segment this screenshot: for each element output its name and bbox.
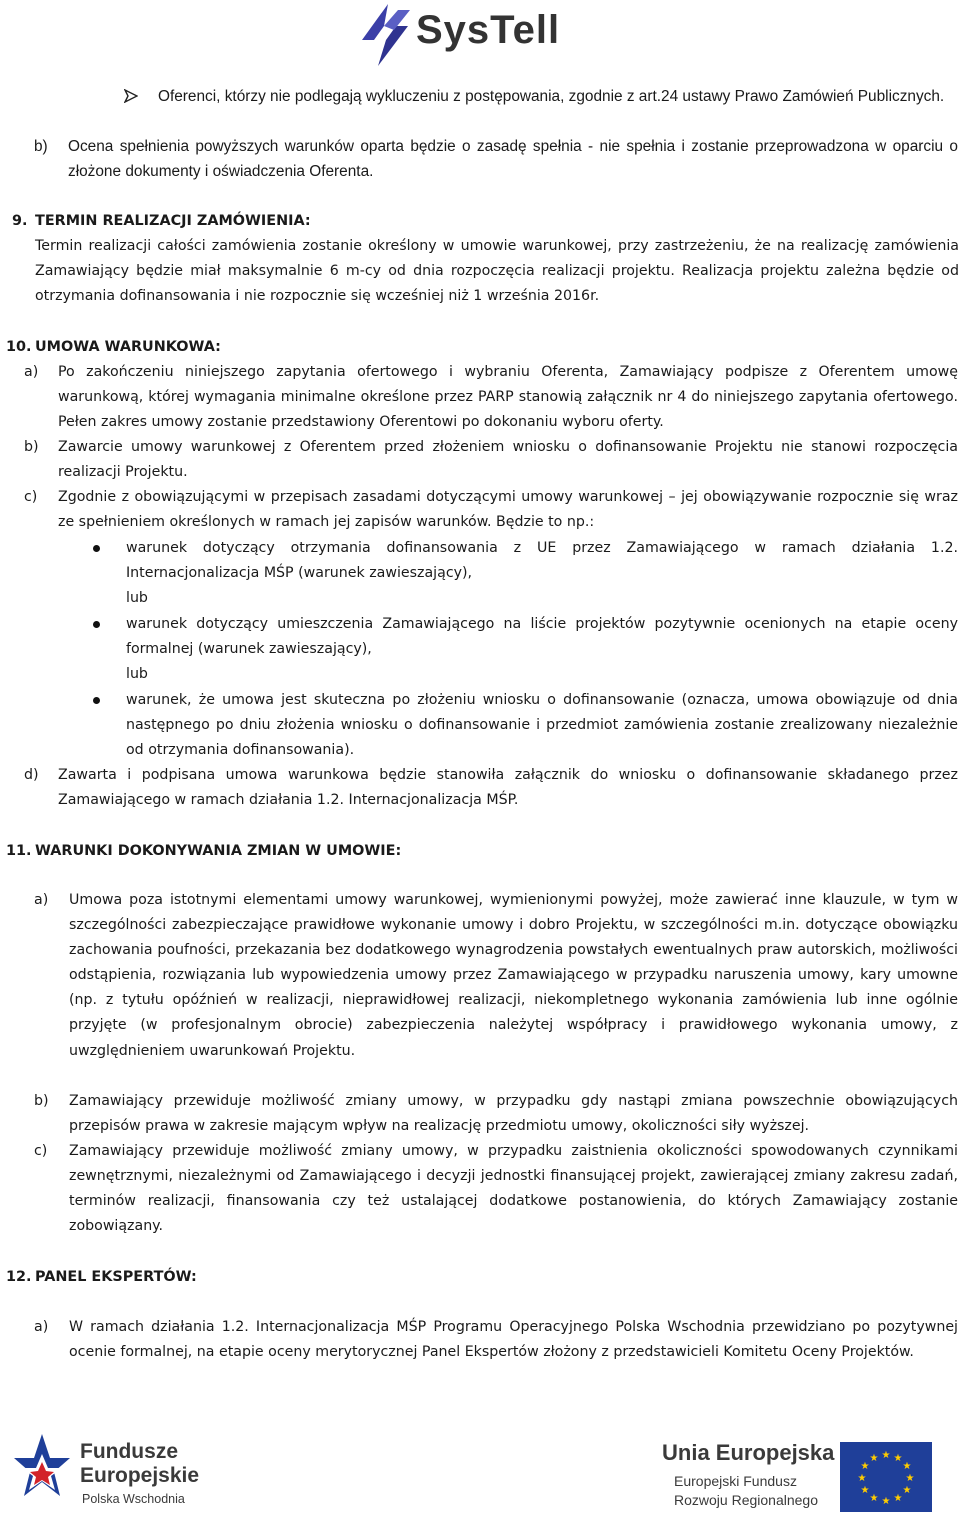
intro-bullet-text: Oferenci, którzy nie podlegają wykluczeniu z postępowania, zgodnie z art.24 ustawy Prawo Zamówień Publicznych. xyxy=(158,88,945,105)
fe-subtitle: Polska Wschodnia xyxy=(82,1492,185,1506)
svg-text:★: ★ xyxy=(893,1453,903,1464)
arrow-bullet-icon xyxy=(124,89,138,103)
condition-1-or: lub xyxy=(126,590,148,606)
s11-item-b-text: Zamawiający przewiduje możliwość zmiany umowy, w przypadku gdy nastąpi zmiana powszechnie obowiązujących przepisów prawa w zakresie mającym wpływ na realizację przedmiotu umowy, okoliczności siły wyższej. xyxy=(69,1093,958,1135)
svg-text:★: ★ xyxy=(905,1473,915,1484)
eu-stars-icon xyxy=(840,1442,932,1512)
condition-2-or: lub xyxy=(126,666,148,682)
intro-item-b-text: Ocena spełnienia powyższych warunków oparta będzie o zasadę spełnia - nie spełnia i zostanie przeprowadzona w oparciu o złożone dokumenty i oświadczenia Oferenta. xyxy=(68,138,958,180)
eu-flag-icon xyxy=(840,1442,932,1512)
fe-star-icon xyxy=(12,1432,72,1510)
s10-item-d-label: d) xyxy=(24,767,39,783)
section-12-title: PANEL EKSPERTÓW: xyxy=(35,1269,197,1285)
svg-text:★: ★ xyxy=(893,1493,903,1504)
ue-title: Unia Europejska xyxy=(662,1440,835,1465)
s10-item-d-text: Zawarta i podpisana umowa warunkowa będzie stanowiła załącznik do wniosku o dofinansowanie składanego przez Zamawiającego w ramach działania 1.2. Internacjonalizacja MŚP. xyxy=(58,767,958,809)
svg-text:★: ★ xyxy=(860,1485,870,1496)
s10-item-b-text: Zawarcie umowy warunkowej z Oferentem przed złożeniem wniosku o dofinansowanie Projektu nie stanowi rozpoczęcia realizacji Projektu. xyxy=(58,439,958,481)
svg-text:★: ★ xyxy=(881,1496,891,1507)
logo-wordmark: SysTell xyxy=(416,8,561,52)
section-10-number: 10. xyxy=(6,339,32,355)
fe-title-line2: Europejskie xyxy=(80,1464,200,1487)
fundusze-europejskie-logo xyxy=(12,1432,212,1514)
svg-text:★: ★ xyxy=(869,1493,879,1504)
s10-item-b-label: b) xyxy=(24,439,39,455)
section-11-number: 11. xyxy=(6,843,32,859)
ue-subtitle xyxy=(674,1472,818,1510)
section-9-body: Termin realizacji całości zamówienia zostanie określony w umowie warunkowej, przy zastrzeżeniu, że na realizację zamówienia Zamawiający będzie miał maksymalnie 6 m-cy od dnia rozpoczęcia realizacji projektu. Realizacja projektu zależna będzie od otrzymania dofinansowania i nie rozpocznie się wcześniej niż 1 września 2016r. xyxy=(35,238,959,305)
s10-item-a-text: Po zakończeniu niniejszego zapytania ofertowego i wybraniu Oferenta, Zamawiający podpisze z Oferentem umowę warunkową, której wymagania minimalne określone przez PARP stanowią załącznik nr 4 do niniejszego zapytania ofertowego. Pełen zakres umowy zostanie przedstawiony Oferentowi po dokonaniu wyboru oferty. xyxy=(58,364,958,431)
s12-item-a-label: a) xyxy=(34,1319,49,1335)
systell-logo-icon xyxy=(354,0,418,70)
section-9-number: 9. xyxy=(12,213,28,229)
s11-item-a-label: a) xyxy=(34,892,49,908)
systell-logo xyxy=(350,0,610,72)
ue-subtitle-line2: Rozwoju Regionalnego xyxy=(674,1492,818,1508)
s11-item-c-text: Zamawiający przewiduje możliwość zmiany umowy, w przypadku zaistnienia okoliczności spowodowanych czynnikami zewnętrznymi, niezależnymi od Zamawiającego i decyzji jednostki finansującej projekt, zawierającej zmiany zakresu zadań, terminów realizacji, finansowania czy też ustalającej dodatkowe postanowienia, do których Zamawiający zostanie zobowiązany. xyxy=(69,1143,958,1235)
s10-item-c-text: Zgodnie z obowiązującymi w przepisach zasadami dotyczącymi umowy warunkowej – jej obowiązywanie rozpocznie się wraz ze spełnieniem określonych w ramach jej zapisów warunków. Będzie to np.: xyxy=(58,489,958,531)
section-12-number: 12. xyxy=(6,1269,32,1285)
section-11-title: WARUNKI DOKONYWANIA ZMIAN W UMOWIE: xyxy=(35,843,402,859)
ue-subtitle-line1: Europejski Fundusz xyxy=(674,1473,797,1489)
section-10-title: UMOWA WARUNKOWA: xyxy=(35,339,221,355)
fe-title-line1: Fundusze xyxy=(80,1440,178,1463)
condition-3-text: warunek, że umowa jest skuteczna po złożeniu wniosku o dofinansowanie (oznacza, umowa obowiązuje od dnia następnego po dniu złożenia wniosku o dofinansowanie i przedmiot zamówienia zostanie zrealizowany niezależnie od otrzymania dofinansowania). xyxy=(126,692,958,759)
condition-1-bullet-icon xyxy=(93,545,100,552)
condition-3-bullet-icon xyxy=(93,697,100,704)
s12-item-a-text: W ramach działania 1.2. Internacjonalizacja MŚP Programu Operacyjnego Polska Wschodnia przewidziano po pozytywnej ocenie formalnej, na etapie oceny merytorycznej Panel Ekspertów złożony z przedstawicieli Komitetu Oceny Projektów. xyxy=(69,1319,958,1361)
condition-1-text: warunek dotyczący otrzymania dofinansowania z UE przez Zamawiającego w ramach działania 1.2. Internacjonalizacja MŚP (warunek zawieszający), xyxy=(126,540,958,582)
section-9-title: TERMIN REALIZACJI ZAMÓWIENIA: xyxy=(35,213,311,229)
s11-item-c-label: c) xyxy=(34,1143,48,1159)
fe-title xyxy=(80,1440,199,1488)
condition-2-bullet-icon xyxy=(93,621,100,628)
svg-text:★: ★ xyxy=(860,1461,870,1472)
condition-2-text: warunek dotyczący umieszczenia Zamawiającego na liście projektów pozytywnie ocenionych na etapie oceny formalnej (warunek zawieszający), xyxy=(126,616,958,658)
s11-item-a-text: Umowa poza istotnymi elementami umowy warunkowej, wymienionymi powyżej, może zawierać inne klauzule, w tym w szczególności zabezpieczające prawidłowe wykonanie umowy i dobro Projektu, w szczególności m.in. dotyczące obowiązku zachowania poufności, przekazania bez dodatkowego wynagrodzenia powstałych ewentualnych praw autorskich, możliwości odstąpienia, rozwiązania lub wypowiedzenia umowy przez Zamawiającego w przypadku naruszenia umowy, kary umowne (np. z tytułu opóźnień w realizacji, nieprawidłowej realizacji, niekompletnego wykonania zamówienia lub inne ogólnie przyjęte (w profesjonalnym obrocie) zabezpieczenia należytej współpracy i prawidłowego wykonania umowy, z uwzględnieniem uwarunkowań Projektu. xyxy=(69,892,958,1059)
svg-text:★: ★ xyxy=(902,1461,912,1472)
svg-text:★: ★ xyxy=(869,1453,879,1464)
svg-text:★: ★ xyxy=(902,1485,912,1496)
unia-europejska-logo xyxy=(660,1438,950,1518)
intro-item-b-label: b) xyxy=(34,138,48,155)
s10-item-a-label: a) xyxy=(24,364,39,380)
svg-text:★: ★ xyxy=(881,1450,891,1461)
s11-item-b-label: b) xyxy=(34,1093,49,1109)
s10-item-c-label: c) xyxy=(24,489,38,505)
svg-text:★: ★ xyxy=(857,1473,867,1484)
